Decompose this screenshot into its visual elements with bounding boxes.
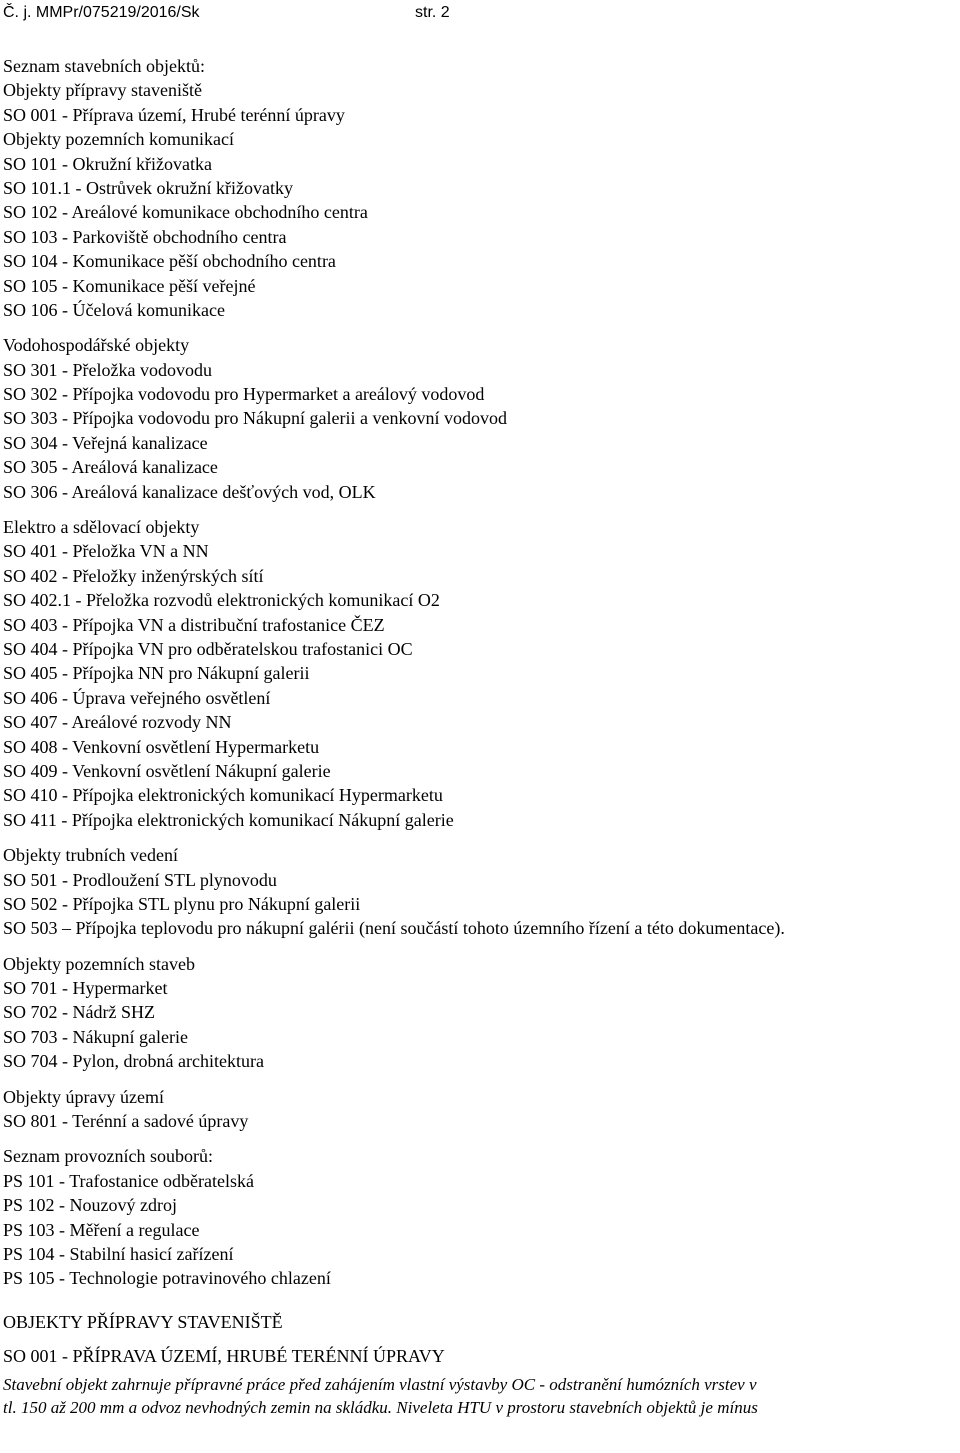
section-heading: Elektro a sdělovací objekty bbox=[3, 517, 200, 538]
intro-paragraph bbox=[3, 1373, 958, 1419]
list-item: SO 401 - Přeložka VN a NN bbox=[3, 541, 209, 562]
list-item: SO 101 - Okružní křižovatka bbox=[3, 153, 212, 174]
list-item: SO 411 - Přípojka elektronických komunikací Nákupní galerie bbox=[3, 809, 454, 830]
list-item: SO 703 - Nákupní galerie bbox=[3, 1026, 188, 1047]
list-section bbox=[3, 1144, 958, 1290]
document-body bbox=[3, 54, 958, 1419]
list-item: SO 402.1 - Přeložka rozvodů elektronických komunikací O2 bbox=[3, 590, 440, 611]
list-item: SO 303 - Přípojka vodovodu pro Nákupní galerii a venkovní vodovod bbox=[3, 408, 507, 429]
section-heading: Objekty pozemních staveb bbox=[3, 953, 195, 974]
list-item: PS 104 - Stabilní hasicí zařízení bbox=[3, 1243, 234, 1264]
list-item: SO 305 - Areálová kanalizace bbox=[3, 457, 218, 478]
list-item: SO 304 - Veřejná kanalizace bbox=[3, 432, 208, 453]
list-item: SO 704 - Pylon, drobná architektura bbox=[3, 1051, 264, 1072]
list-item: SO 302 - Přípojka vodovodu pro Hypermarket a areálový vodovod bbox=[3, 384, 485, 405]
list-item: SO 502 - Přípojka STL plynu pro Nákupní galerii bbox=[3, 893, 361, 914]
list-item: SO 407 - Areálové rozvody NN bbox=[3, 712, 232, 733]
page-header bbox=[3, 4, 953, 26]
object-heading: SO 001 - PŘÍPRAVA ÚZEMÍ, HRUBÉ TERÉNNÍ ÚPRAVY bbox=[3, 1345, 445, 1366]
paragraph-line: tl. 150 až 200 mm a odvoz nevhodných zemin na skládku. Niveleta HTU v prostoru stavebních objektů je mínus bbox=[3, 1397, 758, 1417]
list-item: SO 503 – Přípojka teplovodu pro nákupní galérii (není součástí tohoto územního řízení a této dokumentace). bbox=[3, 918, 785, 939]
list-item: SO 101.1 - Ostrůvek okružní křižovatky bbox=[3, 177, 293, 198]
list-item: Objekty pozemních komunikací bbox=[3, 129, 234, 150]
section-heading: Vodohospodářské objekty bbox=[3, 335, 190, 356]
section-heading: Objekty úpravy území bbox=[3, 1086, 164, 1107]
list-section bbox=[3, 515, 958, 832]
section-heading: Seznam stavebních objektů: bbox=[3, 56, 205, 76]
list-item: SO 410 - Přípojka elektronických komunikací Hypermarketu bbox=[3, 785, 443, 806]
list-item: SO 403 - Přípojka VN a distribuční trafostanice ČEZ bbox=[3, 614, 385, 635]
list-item: PS 105 - Technologie potravinového chlazení bbox=[3, 1268, 331, 1289]
list-item: SO 404 - Přípojka VN pro odběratelskou trafostanici OC bbox=[3, 638, 413, 659]
list-section bbox=[3, 1085, 958, 1134]
list-item: SO 701 - Hypermarket bbox=[3, 978, 168, 999]
list-item: SO 402 - Přeložky inženýrských sítí bbox=[3, 565, 264, 586]
list-item: Objekty přípravy staveniště bbox=[3, 80, 202, 101]
paragraph-line: Stavební objekt zahrnuje přípravné práce před zahájením vlastní výstavby OC - odstranění humózních vrstev v bbox=[3, 1374, 757, 1394]
list-item: SO 801 - Terénní a sadové úpravy bbox=[3, 1111, 249, 1132]
list-item: SO 102 - Areálové komunikace obchodního centra bbox=[3, 202, 368, 223]
list-item: SO 106 - Účelová komunikace bbox=[3, 299, 225, 320]
page-number: str. 2 bbox=[415, 4, 450, 21]
list-item: SO 406 - Úprava veřejného osvětlení bbox=[3, 687, 271, 708]
list-section bbox=[3, 952, 958, 1074]
list-item: SO 702 - Nádrž SHZ bbox=[3, 1002, 155, 1023]
list-item: SO 103 - Parkoviště obchodního centra bbox=[3, 226, 287, 247]
list-item: SO 306 - Areálová kanalizace dešťových vod, OLK bbox=[3, 481, 376, 502]
section-heading: Objekty trubních vedení bbox=[3, 845, 178, 866]
list-section bbox=[3, 54, 958, 322]
list-item: SO 409 - Venkovní osvětlení Nákupní galerie bbox=[3, 760, 331, 781]
document-reference: Č. j. MMPr/075219/2016/Sk bbox=[3, 4, 200, 21]
list-section bbox=[3, 843, 958, 941]
section-heading: Seznam provozních souborů: bbox=[3, 1146, 213, 1167]
caps-headings bbox=[3, 1305, 958, 1373]
list-item: SO 105 - Komunikace pěší veřejné bbox=[3, 275, 256, 296]
object-list bbox=[3, 54, 958, 1291]
chapter-heading: OBJEKTY PŘÍPRAVY STAVENIŠTĚ bbox=[3, 1311, 283, 1332]
list-item: SO 501 - Prodloužení STL plynovodu bbox=[3, 869, 277, 890]
list-item: SO 104 - Komunikace pěší obchodního centra bbox=[3, 251, 336, 272]
list-item: SO 408 - Venkovní osvětlení Hypermarketu bbox=[3, 736, 320, 757]
list-item: PS 102 - Nouzový zdroj bbox=[3, 1195, 177, 1216]
list-item: SO 405 - Přípojka NN pro Nákupní galerii bbox=[3, 663, 310, 684]
list-section bbox=[3, 333, 958, 504]
list-item: SO 001 - Příprava území, Hrubé terénní úpravy bbox=[3, 104, 345, 125]
list-item: PS 101 - Trafostanice odběratelská bbox=[3, 1170, 254, 1191]
list-item: PS 103 - Měření a regulace bbox=[3, 1219, 200, 1240]
list-item: SO 301 - Přeložka vodovodu bbox=[3, 359, 212, 380]
